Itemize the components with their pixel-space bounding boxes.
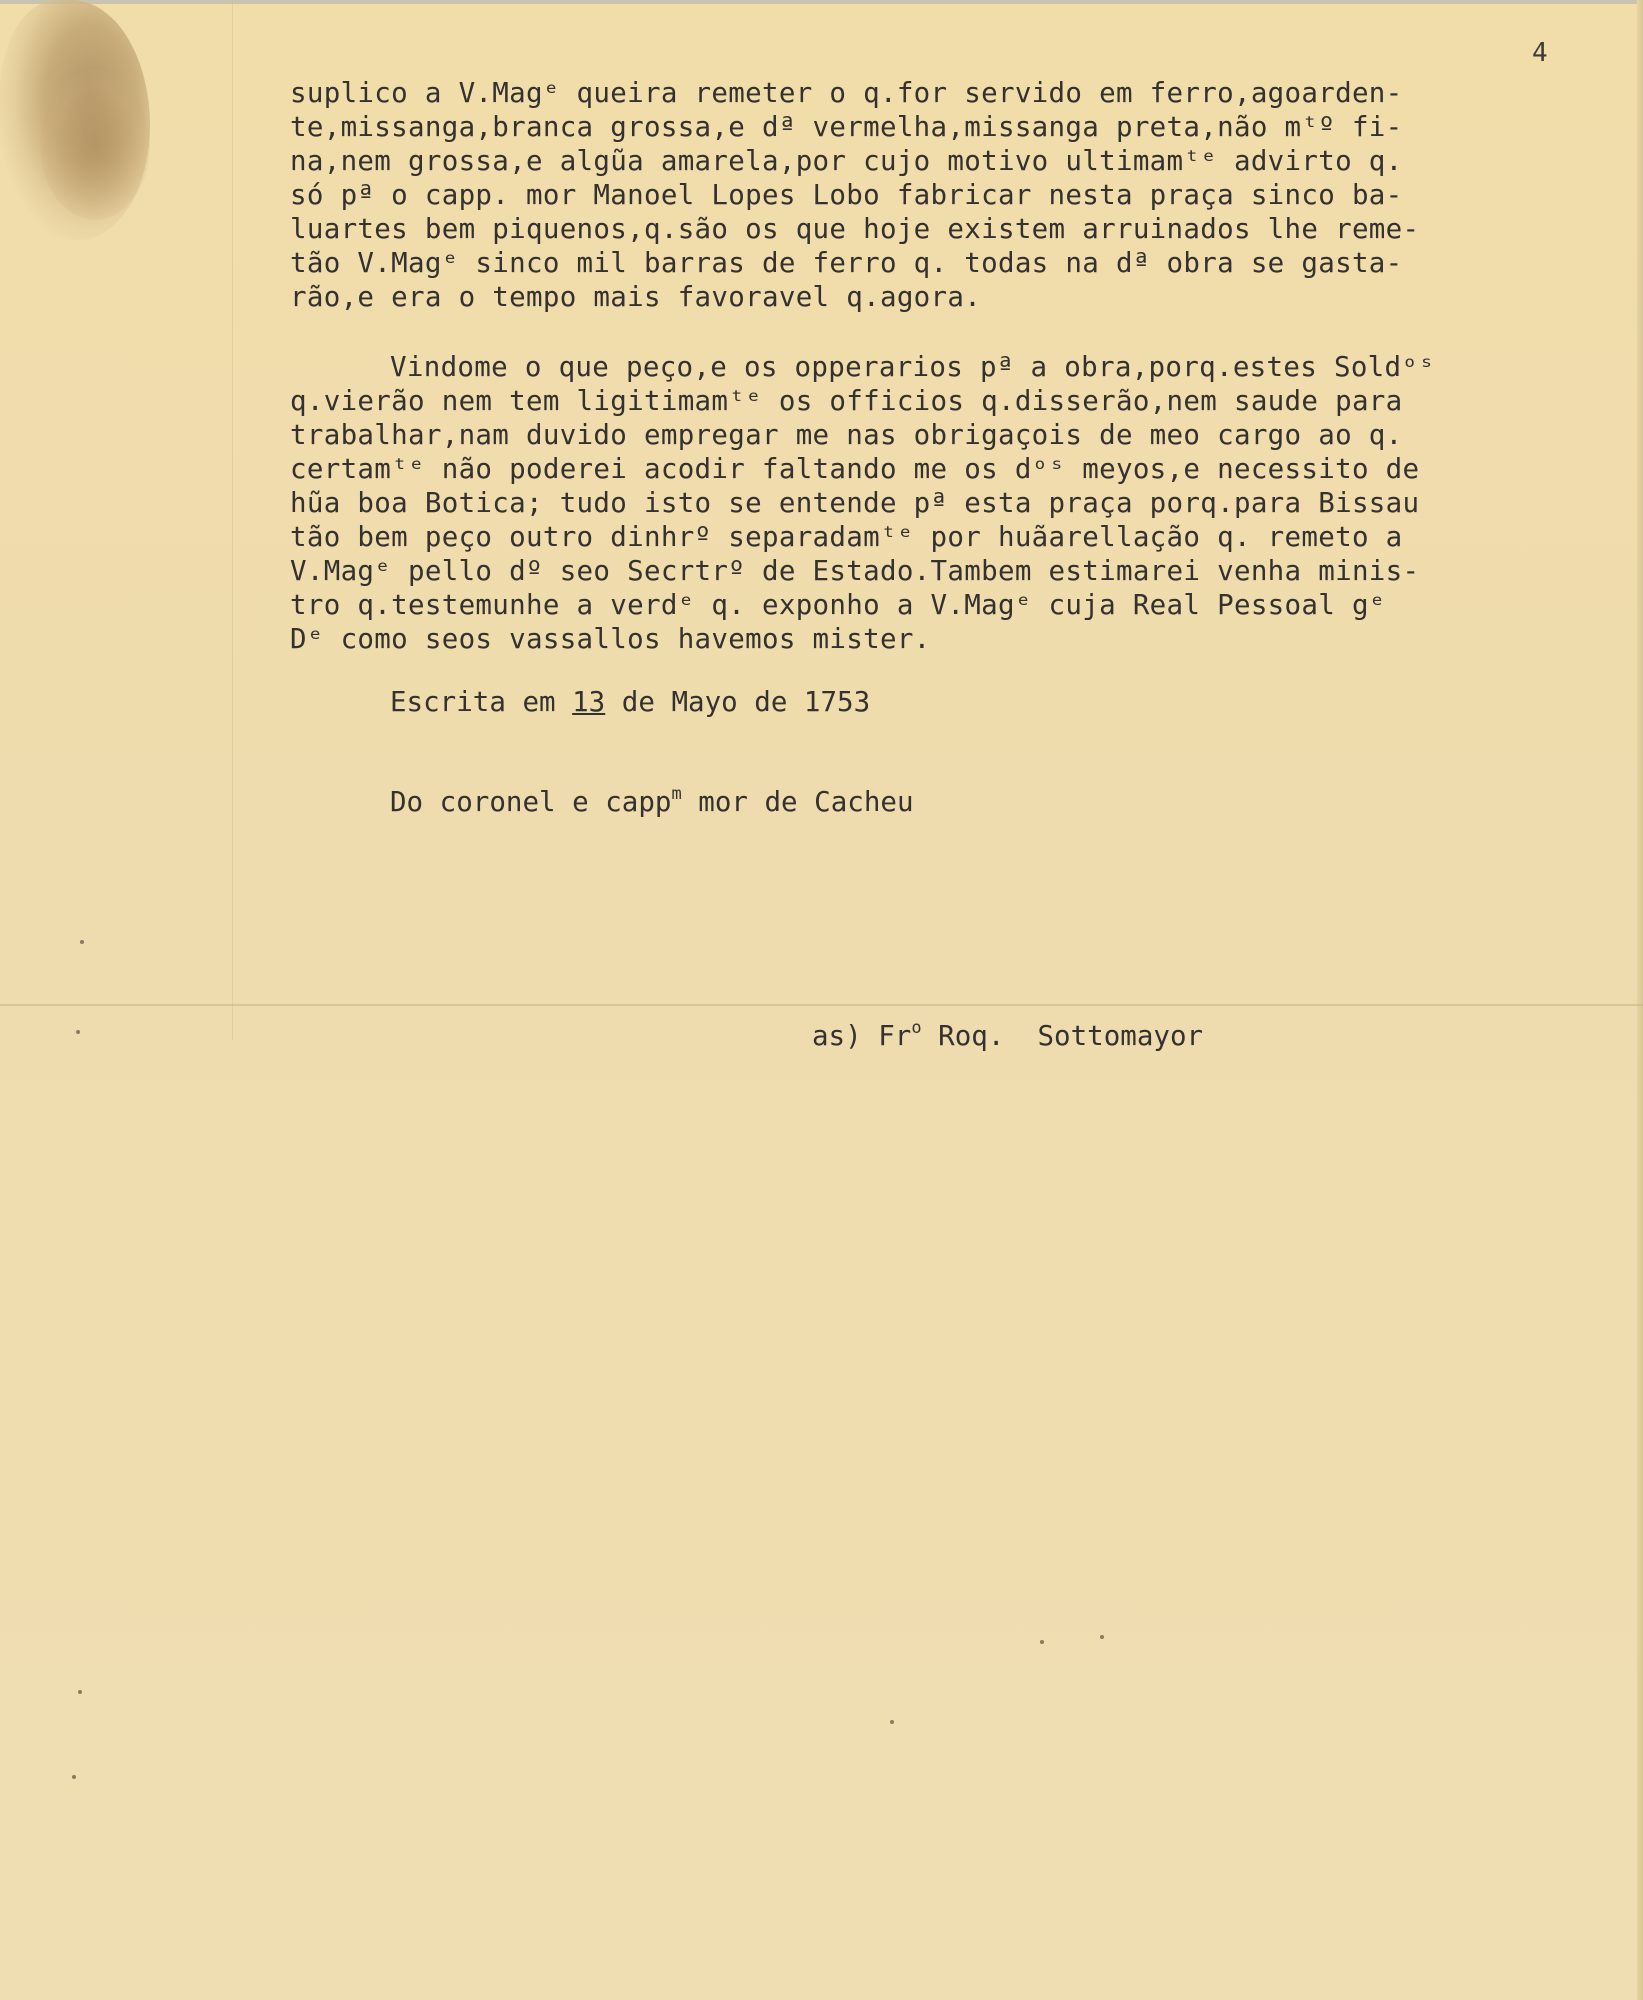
paper-speck bbox=[76, 1030, 80, 1034]
paper-speck bbox=[1040, 1640, 1044, 1644]
page-number: 4 bbox=[1532, 38, 1548, 68]
text-line: te,missanga,branca grossa,e dª vermelha,missanga preta,não mᵗº fi- bbox=[290, 111, 1403, 143]
margin-crease bbox=[232, 0, 233, 1040]
page-right-edge bbox=[1637, 0, 1643, 2000]
text-line: tão bem peço outro dinhrº separadamᵗᵉ por huãarellação q. remeto a bbox=[290, 521, 1403, 553]
text-line: tro q.testemunhe a verdᵉ q. exponho a V.Magᵉ cuja Real Pessoal gᵉ bbox=[290, 589, 1386, 621]
paper-speck bbox=[1100, 1635, 1104, 1639]
text-line: Dᵉ como seos vassallos havemos mister. bbox=[290, 623, 931, 655]
text-line: trabalhar,nam duvido empregar me nas obrigaçois de meo cargo ao q. bbox=[290, 419, 1403, 451]
paragraph-1 bbox=[290, 76, 1630, 314]
text-line: na,nem grossa,e algũa amarela,por cujo motivo ultimamᵗᵉ advirto q. bbox=[290, 145, 1403, 177]
paper-speck bbox=[72, 1775, 76, 1779]
page-top-edge bbox=[0, 0, 1643, 4]
sender-prefix: Do coronel e capp bbox=[390, 786, 672, 818]
text-line: luartes bem piquenos,q.são os que hoje existem arruinados lhe reme- bbox=[290, 213, 1420, 245]
sender-suffix: mor de Cacheu bbox=[681, 786, 914, 818]
paper-fold-line bbox=[0, 1004, 1643, 1006]
text-line: V.Magᵉ pello dº seo Secrtrº de Estado.Tambem estimarei venha minis- bbox=[290, 555, 1420, 587]
signature-prefix: as) Fr bbox=[812, 1020, 912, 1052]
text-line: rão,e era o tempo mais favoravel q.agora. bbox=[290, 281, 982, 313]
signature-superscript: o bbox=[911, 1018, 922, 1038]
paragraph-2 bbox=[290, 350, 1630, 656]
text-line: hũa boa Botica; tudo isto se entende pª esta praça porq.para Bissau bbox=[290, 487, 1420, 519]
signature-name: Roq. Sottomayor bbox=[921, 1020, 1204, 1052]
sender-superscript: m bbox=[671, 784, 682, 804]
date-prefix: Escrita em bbox=[390, 686, 573, 718]
text-line: certamᵗᵉ não poderei acodir faltando me os dᵒˢ meyos,e necessito de bbox=[290, 453, 1420, 485]
date-day: 13 bbox=[572, 686, 606, 718]
paper-speck bbox=[80, 940, 84, 944]
water-stain-inner bbox=[40, 70, 150, 220]
date-suffix: de Mayo de 1753 bbox=[605, 686, 871, 718]
paper-speck bbox=[890, 1720, 894, 1724]
text-line: tão V.Magᵉ sinco mil barras de ferro q. todas na dª obra se gasta- bbox=[290, 247, 1403, 279]
date-line bbox=[390, 686, 870, 718]
text-line: suplico a V.Magᵉ queira remeter o q.for servido em ferro,agoarden- bbox=[290, 77, 1403, 109]
text-line: só pª o capp. mor Manoel Lopes Lobo fabricar nesta praça sinco ba- bbox=[290, 179, 1403, 211]
sender-line bbox=[390, 786, 914, 818]
text-line: Vindome o que peço,e os opperarios pª a obra,porq.estes Soldᵒˢ bbox=[390, 351, 1436, 383]
paper-speck bbox=[78, 1690, 82, 1694]
text-line: q.vierão nem tem ligitimamᵗᵉ os officios q.disserão,nem saude para bbox=[290, 385, 1403, 417]
signature-line bbox=[812, 1020, 1203, 1052]
